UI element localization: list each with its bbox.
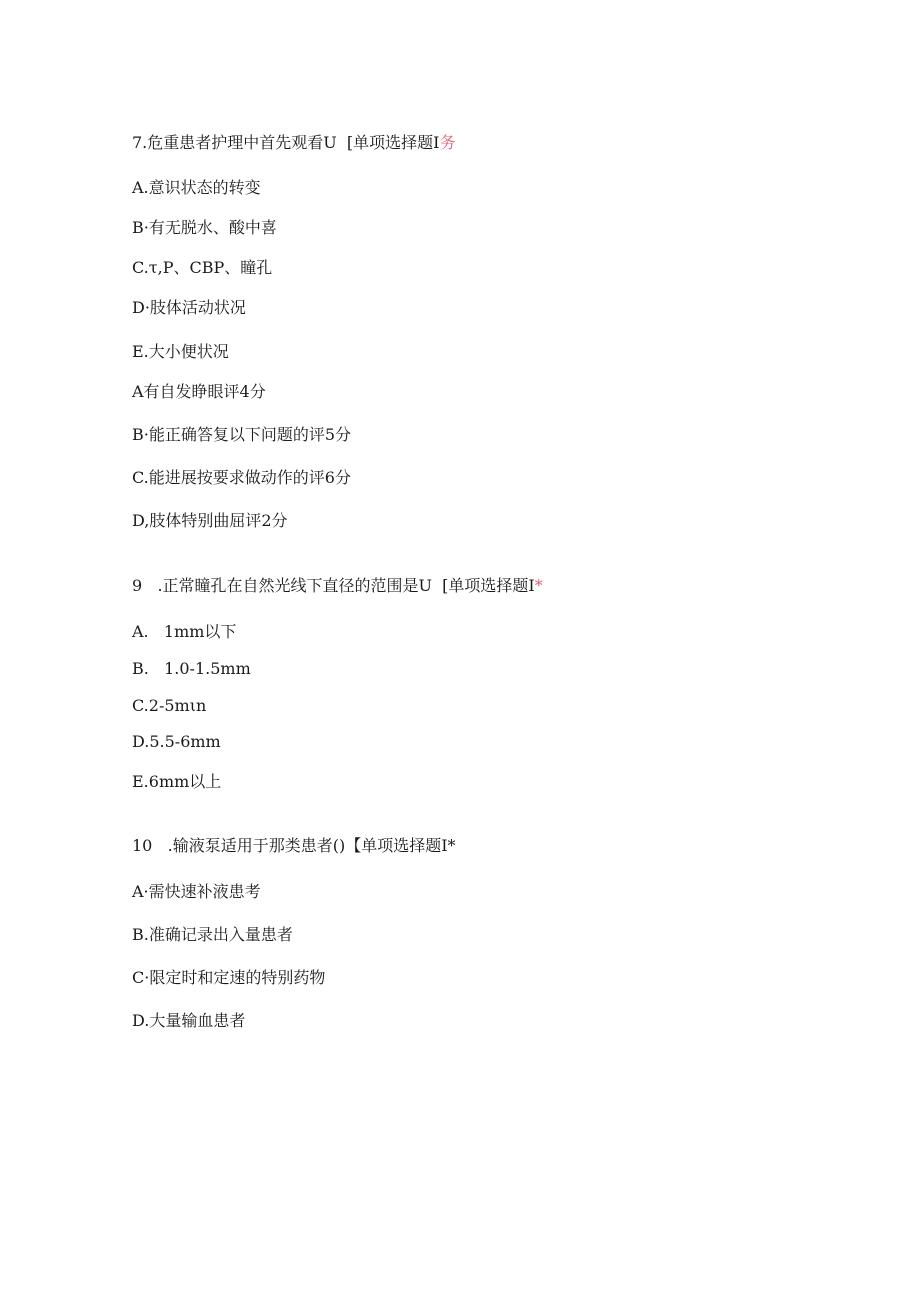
q9-option-d: D.5.5-6mm [132,732,221,751]
q7-option-e: E.大小便状况 [132,342,229,361]
required-mark: * [534,576,543,595]
q7-option-b: B·有无脱水、酸中喜 [132,218,277,237]
q9-option-a: A. 1mm以下 [132,622,237,641]
q7-option-a: A.意识状态的转变 [132,178,261,197]
required-mark: 务 [439,133,456,152]
q10-option-b: B.准确记录出入量患者 [132,925,293,944]
question-9-stem [132,576,543,596]
q10-option-a: A·需快速补液患考 [132,882,261,901]
q8-option-b: B·能正确答复以下问题的评5分 [132,425,352,444]
q8-option-c: C.能进展按要求做动作的评6分 [132,468,351,487]
q10-option-d: D.大量输血患者 [132,1011,246,1030]
question-7-stem [132,133,456,153]
question-7-stem-text: 7.危重患者护理中首先观看U [单项选择题I [132,133,440,152]
q7-option-c: C.τ,P、CBP、瞳孔 [132,258,273,277]
q9-option-c: C.2-5mιn [132,696,207,715]
q7-option-d: D·肢体活动状况 [132,298,246,317]
q8-option-a: A有自发睁眼评4分 [132,382,266,401]
q9-option-e: E.6mm以上 [132,772,222,791]
q10-option-c: C·限定时和定速的特别药物 [132,968,326,987]
q9-option-b: B. 1.0-1.5mm [132,659,251,678]
question-10-stem: 10 .输液泵适用于那类患者()【单项选择题I* [132,836,456,855]
question-9-stem-text: 9 .正常瞳孔在自然光线下直径的范围是U [单项选择题I [132,576,535,595]
q8-option-d: D,肢体特别曲屈评2分 [132,511,288,530]
